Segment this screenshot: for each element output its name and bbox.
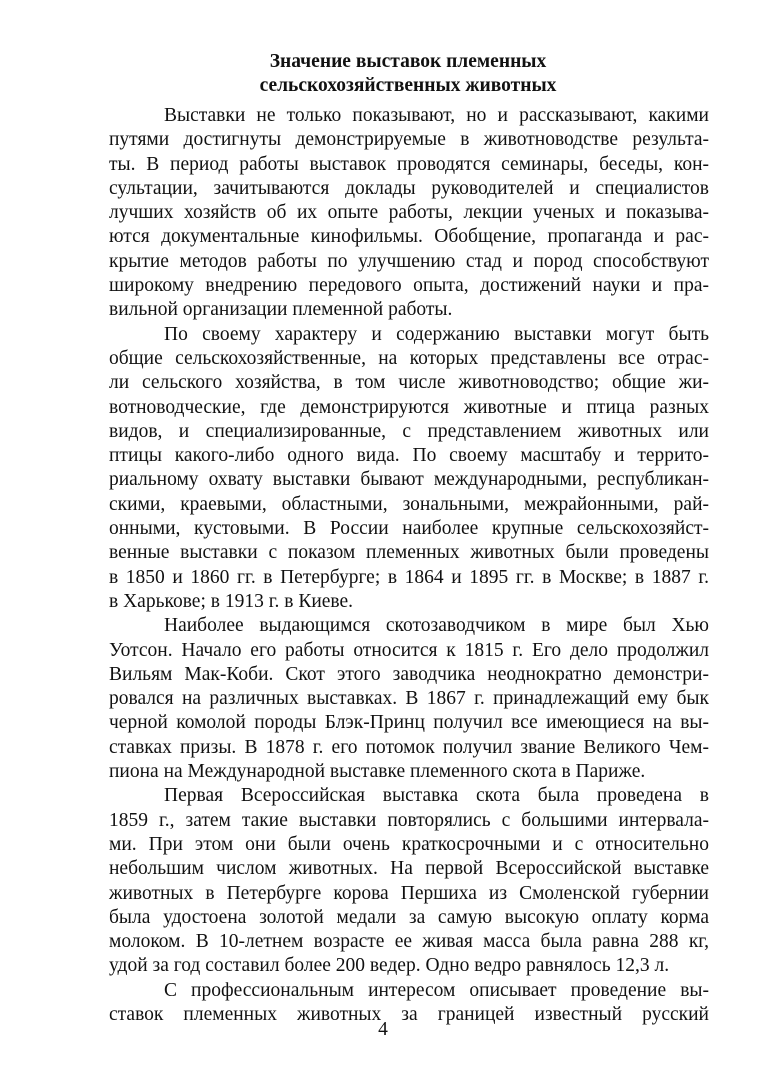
text-line: крытие методов работы по улучшению стад и пород способствуют bbox=[109, 250, 709, 272]
text-line: птицы какого-либо одного вида. По своему масштабу и террито- bbox=[109, 445, 709, 467]
text-line: видов, и специализированные, с представлением животных или bbox=[109, 420, 709, 442]
text-line: Первая Всероссийская выставка скота была проведена в bbox=[164, 785, 709, 807]
text-line: ми. При этом они были очень краткосрочными и с относительно bbox=[109, 833, 709, 855]
text-line: Вильям Мак-Коби. Скот этого заводчика неоднократно демонстри- bbox=[109, 663, 709, 685]
text-line: Уотсон. Начало его работы относится к 1815 г. Его дело продолжил bbox=[109, 639, 709, 661]
text-line: вотноводческие, где демонстрируются животные и птица разных bbox=[109, 396, 709, 418]
text-line: 1859 г., затем такие выставки повторялись с большими интервала- bbox=[109, 809, 709, 831]
text-line: сультации, зачитываются доклады руководителей и специалистов bbox=[109, 177, 709, 199]
text-line: широкому внедрению передового опыта, достижений науки и пра- bbox=[109, 275, 709, 297]
text-line: была удостоена золотой медали за самую высокую оплату корма bbox=[109, 906, 709, 928]
text-line: венные выставки с показом племенных животных были проведены bbox=[109, 542, 709, 564]
title-line: Значение выставок племенных bbox=[269, 51, 547, 72]
text-line: общие сельскохозяйственные, на которых представлены все отрас- bbox=[109, 347, 709, 369]
text-line: в 1850 и 1860 гг. в Петербурге; в 1864 и 1895 гг. в Москве; в 1887 г. bbox=[109, 566, 709, 588]
paragraph bbox=[109, 323, 709, 615]
text-line: ются документальные кинофильмы. Обобщение, пропаганда и рас- bbox=[109, 226, 709, 248]
paragraph bbox=[109, 104, 709, 323]
text-line: Наиболее выдающимся скотозаводчиком в мире был Хью bbox=[164, 615, 709, 637]
text-line: ты. В период работы выставок проводятся семинары, беседы, кон- bbox=[109, 153, 709, 175]
text-line: вильной организации племенной работы. bbox=[109, 299, 453, 321]
text-line: путями достигнуты демонстрируемые в животноводстве результа- bbox=[109, 129, 709, 151]
text-line: ровался на различных выставках. В 1867 г. принадлежащий ему бык bbox=[109, 688, 709, 710]
text-line: онными, кустовыми. В России наиболее крупные сельскохозяйст- bbox=[109, 518, 709, 540]
text-line: риальному охвату выставки бывают международными, республикан- bbox=[109, 469, 709, 491]
text-line: удой за год составил более 200 ведер. Одно ведро равнялось 12,3 л. bbox=[109, 955, 670, 977]
text-line: черной комолой породы Блэк-Принц получил все имеющиеся на вы- bbox=[109, 712, 709, 734]
text-line: По своему характеру и содержанию выставки могут быть bbox=[164, 323, 709, 345]
paragraph bbox=[109, 614, 709, 784]
text-line: ли сельского хозяйства, в том числе животноводство; общие жи- bbox=[109, 372, 709, 394]
text-line: молоком. В 10-летнем возрасте ее живая масса была равна 288 кг, bbox=[109, 931, 709, 953]
paragraph bbox=[109, 784, 709, 978]
document-title bbox=[108, 50, 708, 98]
text-line: лучших хозяйств об их опыте работы, лекции ученых и показыва- bbox=[109, 202, 709, 224]
text-line: ставках призы. В 1878 г. его потомок получил звание Великого Чем- bbox=[109, 736, 709, 758]
text-line: скими, краевыми, областными, зональными, межрайонными, рай- bbox=[109, 493, 709, 515]
text-line: Выставки не только показывают, но и рассказывают, какими bbox=[164, 105, 709, 126]
text-line: в Харькове; в 1913 г. в Киеве. bbox=[109, 590, 354, 612]
text-line: ставок племенных животных за границей известный русский bbox=[109, 1003, 709, 1025]
title-line: сельскохозяйственных животных bbox=[259, 75, 557, 96]
page-number: 4 bbox=[378, 1019, 388, 1040]
text-line: небольшим числом животных. На первой Всероссийской выставке bbox=[109, 858, 709, 880]
text-line: пиона на Международной выставке племенного скота в Париже. bbox=[109, 761, 646, 783]
body-text bbox=[109, 104, 709, 1027]
text-line: животных в Петербурге корова Першиха из Смоленской губернии bbox=[109, 882, 709, 904]
text-line: С профессиональным интересом описывает проведение вы- bbox=[164, 979, 709, 1001]
